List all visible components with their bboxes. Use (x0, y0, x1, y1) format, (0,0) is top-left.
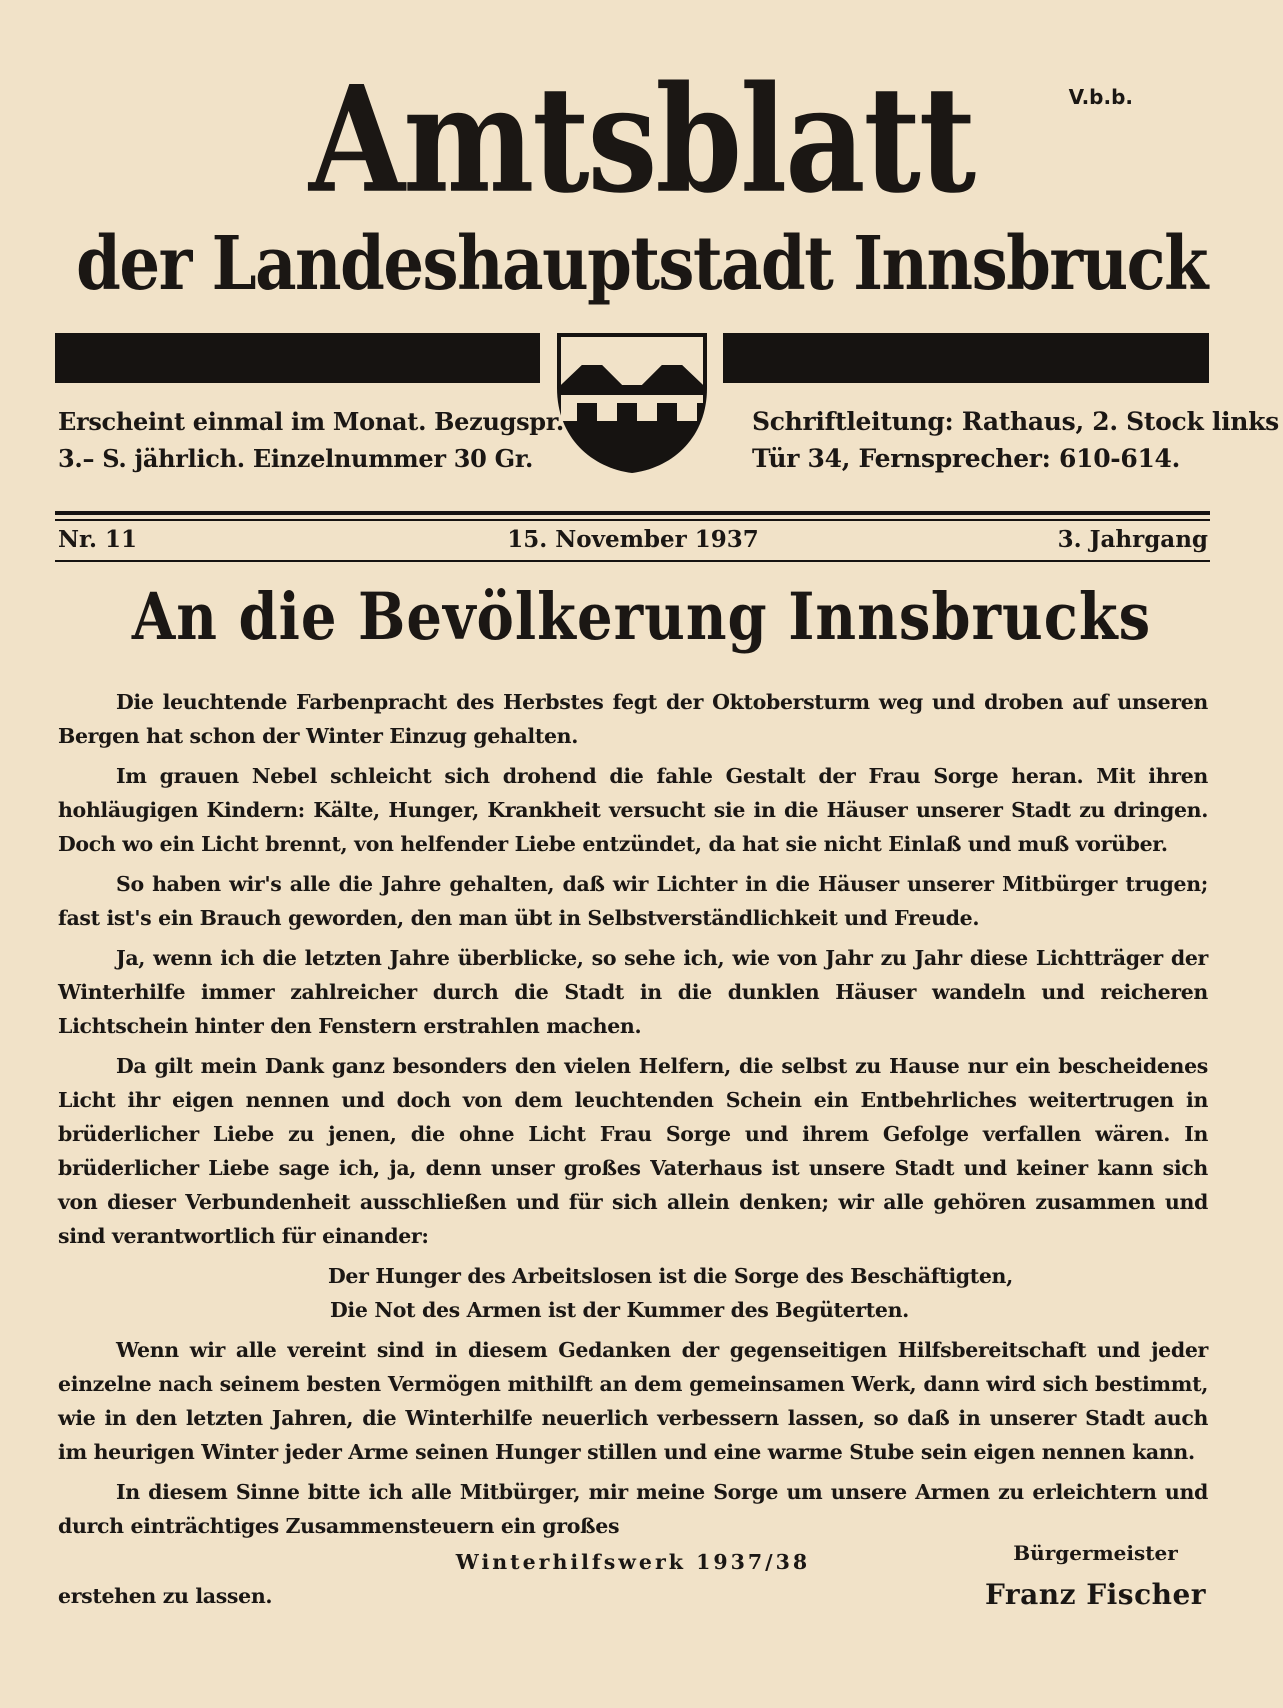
paragraph: So haben wir's alle die Jahre gehalten, daß wir Lichter in die Häuser unserer Mitbürger trugen; fast ist's ein Brauch geworden, den man übt in Selbstverständlichkeit und Freude. (58, 872, 1208, 930)
masthead-subtitle: der Landeshauptstadt Innsbruck (76, 221, 1207, 308)
signature-name: Franz Fischer (985, 1578, 1207, 1611)
paragraph: In diesem Sinne bitte ich alle Mitbürger, mir meine Sorge um unsere Armen zu erleichtern und durch einträchtiges Zusammensteuern ein großes (58, 1480, 1208, 1538)
article-body (58, 685, 1208, 1613)
paragraph: Da gilt mein Dank ganz besonders den vielen Helfern, die selbst zu Hause nur ein bescheidenes Licht ihr eigen nennen und doch von dem leuchtenden Schein ein Entbehrliches weitertrugen in brüderlicher Liebe zu jenen, die ohne Licht Frau Sorge und ihrem Gefolge verfallen wären. In brüderlicher Liebe sage ich, ja, denn unser großes Vaterhaus ist unsere Stadt und keiner kann sich von dieser Verbundenheit ausschließen und für sich allein denken; wir alle gehören zusammen und sind verantwortlich für einander: (58, 1054, 1208, 1248)
article-headline: An die Bevölkerung Innsbrucks (131, 579, 1152, 656)
divider (55, 511, 1210, 515)
closing-line: erstehen zu lassen. (58, 1584, 273, 1608)
issue-date: 15. November 1937 (507, 526, 759, 553)
issue-volume: 3. Jahrgang (1057, 526, 1208, 553)
editorial-line: Schriftleitung: Rathaus, 2. Stock links (752, 407, 1279, 436)
issue-number: Nr. 11 (58, 526, 138, 553)
editorial-info (752, 403, 1279, 477)
editorial-line: Tür 34, Fernsprecher: 610-614. (752, 444, 1181, 473)
postal-mark: V.b.b. (1068, 85, 1133, 109)
signature-title: Bürgermeister (1013, 1541, 1178, 1565)
coat-of-arms-icon (547, 333, 717, 473)
issue-row (58, 523, 1208, 557)
paragraph: Wenn wir alle vereint sind in diesem Gedanken der gegenseitigen Hilfsbereitschaft und jeder einzelne nach seinem besten Vermögen mithilft an dem gemeinsamen Werk, dann wird sich bestimmt, wie in den letzten Jahren, die Winterhilfe neuerlich verbessern lassen, so daß in unserer Stadt auch im heurigen Winter jeder Arme seinen Hunger stillen und eine warme Stube sein eigen nennen kann. (58, 1338, 1208, 1464)
campaign-name: Winterhilfswerk 1937/38 (455, 1550, 811, 1574)
divider (55, 519, 1210, 521)
subscription-line: Erscheint einmal im Monat. Bezugspr. (58, 407, 564, 436)
subscription-line: 3.– S. jährlich. Einzelnummer 30 Gr. (58, 444, 534, 473)
signature-block (985, 1532, 1206, 1616)
quote-line: Der Hunger des Arbeitslosen ist die Sorge des Beschäftigten, (328, 1264, 1013, 1288)
divider (55, 560, 1210, 562)
masthead-bar-left (55, 333, 540, 383)
paragraph: Ja, wenn ich die letzten Jahre überblicke, so sehe ich, wie von Jahr zu Jahr diese Lichtträger der Winterhilfe immer zahlreicher durch die Stadt in die dunklen Häuser wandeln und reicheren Lichtschein hinter den Fenstern erstrahlen machen. (58, 946, 1208, 1038)
masthead-title: Amtsblatt (308, 55, 975, 227)
masthead-bar-right (723, 333, 1209, 383)
paragraph: Die leuchtende Farbenpracht des Herbstes fegt der Oktobersturm weg und droben auf unseren Bergen hat schon der Winter Einzug gehalten. (58, 690, 1208, 748)
subscription-info (58, 403, 564, 477)
quote-line: Die Not des Armen ist der Kummer des Begüterten. (330, 1298, 909, 1322)
paragraph: Im grauen Nebel schleicht sich drohend die fahle Gestalt der Frau Sorge heran. Mit ihren hohläugigen Kindern: Kälte, Hunger, Krankheit versucht sie in die Häuser unserer Stadt zu dringen. Doch wo ein Licht brennt, von helfender Liebe entzündet, da hat sie nicht Einlaß und muß vorüber. (58, 764, 1208, 856)
